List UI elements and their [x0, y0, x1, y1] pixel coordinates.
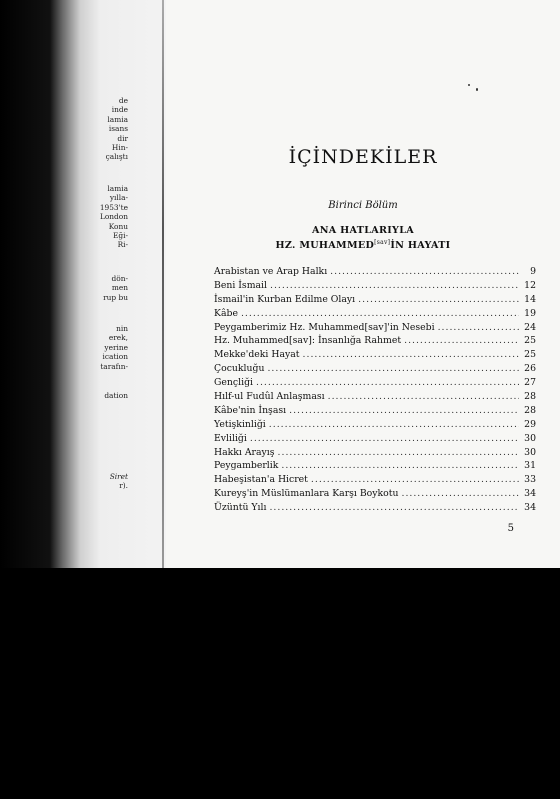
toc-entry-title: Kâbe	[214, 307, 238, 319]
sav-superscript: [sav]	[374, 239, 391, 246]
toc-entry-title: İsmail'in Kurban Edilme Olayı	[214, 293, 356, 305]
toc-entry	[214, 390, 536, 404]
toc-entry	[214, 473, 536, 487]
section-heading-line2	[166, 239, 560, 251]
left-page-fragment-block-d	[64, 324, 164, 371]
left-text-fragment: dir	[117, 133, 128, 143]
toc-entry	[214, 376, 536, 390]
table-of-contents	[214, 265, 536, 515]
scan-speck	[476, 88, 478, 91]
toc-entry	[214, 432, 536, 446]
section-label: Birinci Bölüm	[328, 200, 398, 211]
left-text-fragment: Siret	[109, 472, 128, 481]
page-number: 5	[507, 523, 514, 534]
toc-leader-dots	[438, 321, 519, 335]
toc-entry	[214, 362, 536, 376]
toc-entry-title: Arabistan ve Arap Halkı	[214, 266, 328, 277]
toc-entry-title: Mekke'deki Hayat	[214, 349, 300, 361]
toc-leader-dots	[401, 487, 519, 501]
left-text-fragment: yerine	[104, 342, 128, 352]
scan-background	[0, 568, 560, 799]
left-text-fragment: isans	[108, 124, 128, 134]
toc-entry	[214, 265, 536, 279]
toc-entry-title: Çocukluğu	[214, 363, 265, 375]
toc-entry-page: 29	[524, 418, 536, 430]
toc-entry	[214, 348, 536, 362]
toc-leader-dots	[278, 446, 519, 460]
toc-leader-dots	[311, 473, 519, 487]
toc-entry-title: Hılf-ul Fudûl Anlaşması	[214, 391, 325, 403]
left-text-fragment: rup bu	[103, 292, 128, 302]
toc-entry-page: 19	[524, 307, 536, 319]
toc-entry	[214, 307, 536, 321]
left-text-fragment: tarafın-	[100, 361, 128, 371]
toc-entry-title: Kureyş'in Müslümanlara Karşı Boykotu	[214, 488, 399, 500]
left-page-fragment-block-f	[64, 472, 164, 491]
toc-entry-title: Gençliği	[214, 377, 253, 389]
left-text-fragment: dation	[104, 391, 128, 400]
toc-leader-dots	[328, 390, 519, 404]
left-text-fragment: de	[118, 96, 128, 105]
toc-entry	[214, 418, 536, 432]
toc-entry	[214, 487, 536, 501]
toc-leader-dots	[250, 432, 519, 446]
toc-entry-page: 30	[524, 446, 536, 458]
toc-entry	[214, 334, 536, 348]
scan-speck	[468, 84, 470, 86]
toc-entry-page: 31	[524, 460, 536, 472]
left-page-fragment-block-e	[64, 391, 164, 400]
left-text-fragment: çalıştı	[105, 152, 128, 162]
left-text-fragment: men	[111, 283, 128, 293]
toc-entry-title: Beni İsmail	[214, 279, 267, 291]
left-text-fragment: ication	[102, 352, 128, 362]
section-heading-line1: ANA HATLARIYLA	[311, 225, 414, 236]
left-page-fragment-block-b	[64, 184, 164, 250]
toc-entry-page: 24	[524, 321, 536, 333]
toc-entry-title: Habeşistan'a Hicret	[214, 474, 308, 486]
toc-entry-page: 12	[524, 279, 536, 291]
toc-leader-dots	[330, 265, 519, 279]
left-text-fragment: dön-	[111, 274, 128, 283]
toc-entry	[214, 279, 536, 293]
left-text-fragment: yılla-	[109, 193, 128, 203]
toc-leader-dots	[270, 279, 519, 293]
toc-entry-page: 33	[524, 474, 536, 486]
toc-entry-title: Peygamberimiz Hz. Muhammed[sav]'in Nesebi	[214, 321, 435, 333]
toc-entry-page: 34	[524, 488, 536, 500]
left-page-edge	[0, 0, 168, 568]
toc-entry	[214, 293, 536, 307]
toc-entry-title: Kâbe'nin İnşası	[214, 404, 287, 416]
toc-entry	[214, 404, 536, 418]
page-title: İÇİNDEKİLER	[288, 146, 438, 168]
toc-leader-dots	[303, 348, 519, 362]
toc-entry-page: 25	[524, 335, 536, 347]
toc-leader-dots	[281, 459, 519, 473]
toc-entry-page: 14	[524, 293, 536, 305]
toc-entry-page: 34	[524, 502, 536, 514]
left-text-fragment: 1953'te	[99, 202, 128, 212]
left-text-fragment: nin	[116, 324, 128, 333]
toc-entry-title: Yetişkinliği	[214, 418, 266, 430]
left-text-fragment: Ri-	[117, 240, 128, 250]
toc-entry-title: Hz. Muhammed[sav]: İnsanlığa Rahmet	[214, 335, 402, 347]
toc-leader-dots	[358, 293, 519, 307]
left-text-fragment: lamia	[107, 184, 128, 193]
toc-entry-page: 30	[524, 432, 536, 444]
toc-leader-dots	[289, 404, 519, 418]
left-text-fragment: Eği-	[113, 230, 128, 240]
toc-entry	[214, 321, 536, 335]
toc-entry-page: 26	[524, 363, 536, 375]
heading-text: İN HAYATI	[390, 240, 451, 251]
contents-page	[166, 0, 560, 568]
toc-entry-page: 28	[524, 404, 536, 416]
book-spine	[162, 0, 164, 568]
left-text-fragment: Hin-	[111, 142, 128, 152]
left-text-fragment: inde	[111, 105, 128, 115]
toc-entry-title: Evliliği	[214, 432, 247, 444]
toc-entry	[214, 459, 536, 473]
heading-text: HZ. MUHAMMED	[275, 240, 375, 251]
toc-entry	[214, 446, 536, 460]
toc-entry	[214, 501, 536, 515]
toc-entry-title: Hakkı Arayış	[214, 446, 275, 458]
left-text-fragment: erek,	[108, 333, 128, 343]
toc-leader-dots	[269, 501, 519, 515]
toc-leader-dots	[267, 362, 519, 376]
toc-leader-dots	[269, 418, 519, 432]
left-page-fragment-block-a	[64, 96, 164, 162]
left-text-fragment: r).	[119, 481, 128, 491]
toc-entry-page: 28	[524, 391, 536, 403]
toc-entry-title: Peygamberlik	[214, 460, 279, 472]
left-text-fragment: London	[99, 212, 128, 222]
left-text-fragment: lamia	[107, 114, 128, 124]
toc-leader-dots	[404, 334, 519, 348]
toc-entry-title: Üzüntü Yılı	[214, 502, 267, 514]
toc-leader-dots	[241, 307, 519, 321]
toc-entry-page: 9	[530, 266, 536, 277]
left-page-fragment-block-c	[64, 274, 164, 302]
left-text-fragment: Konu	[108, 221, 128, 231]
toc-entry-page: 25	[524, 349, 536, 361]
toc-leader-dots	[256, 376, 519, 390]
toc-entry-page: 27	[524, 377, 536, 389]
